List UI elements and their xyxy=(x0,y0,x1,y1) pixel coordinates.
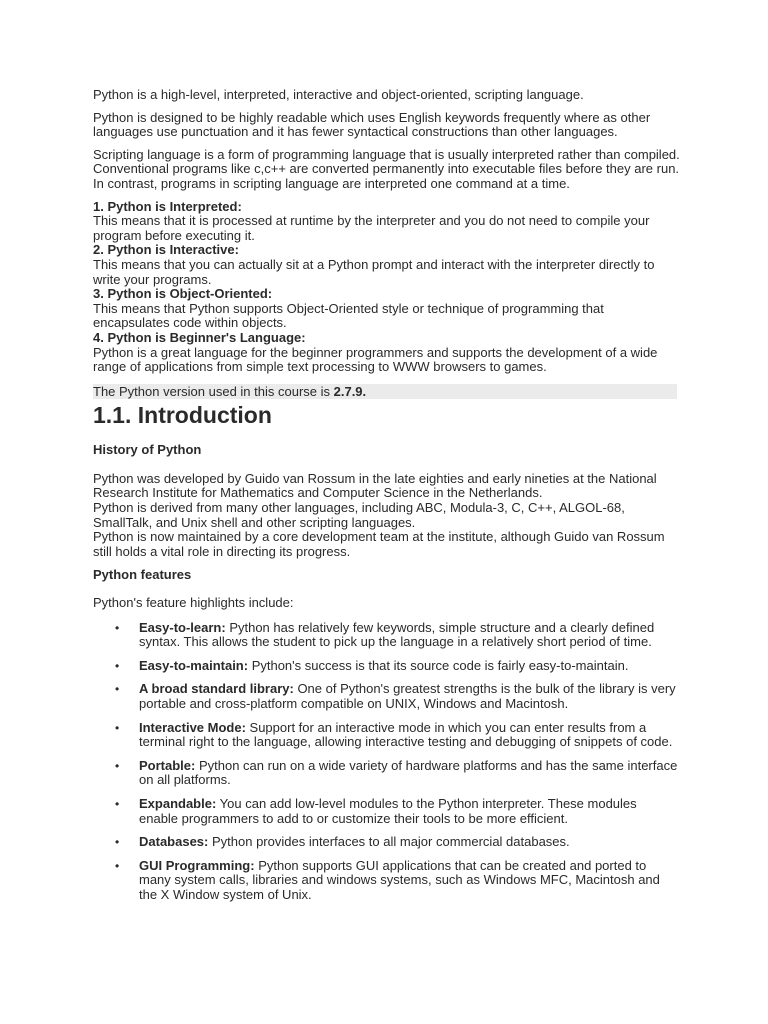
feature-text-object-oriented: This means that Python supports Object-Oriented style or technique of programming that encapsulates code within objects. xyxy=(93,300,604,331)
bullet-text: Python can run on a wide variety of hardware platforms and has the same interface on all platforms. xyxy=(139,757,678,788)
list-item xyxy=(93,859,679,903)
feature-text-interpreted: This means that it is processed at runtime by the interpreter and you do not need to compile your program before executing it. xyxy=(93,213,650,243)
bullet-label: Easy-to-learn: xyxy=(139,619,226,635)
bullet-icon: • xyxy=(115,758,120,773)
bullet-icon: • xyxy=(115,858,120,873)
bullet-text: Python supports GUI applications that can be created and ported to many system calls, libraries and windows systems, such as Windows MFC, Macintosh and the X Window system of Unix. xyxy=(139,857,660,902)
bullet-label: Expandable: xyxy=(139,795,217,811)
feature-title-object-oriented: 3. Python is Object-Oriented: xyxy=(93,286,273,302)
feature-title-beginners: 4. Python is Beginner's Language: xyxy=(93,329,306,345)
bullet-label: Easy-to-maintain: xyxy=(139,657,249,673)
bullet-icon: • xyxy=(115,620,120,635)
intro-paragraph-3: Scripting language is a form of programming language that is usually interpreted rather than compiled. Conventional programs like c,c++ are converted permanently into executable files before they are run. In contrast, programs in scripting language are interpreted one command at a time. xyxy=(93,146,680,191)
list-item xyxy=(93,621,679,650)
list-item xyxy=(93,835,679,850)
list-item xyxy=(93,721,679,750)
numbered-features xyxy=(93,200,683,375)
section-title: 1.1. Introduction xyxy=(93,402,272,429)
features-heading: Python features xyxy=(93,567,192,583)
history-line-1: Python was developed by Guido van Rossum in the late eighties and early nineties at the National Research Institute for Mathematics and Computer Science in the Netherlands. xyxy=(93,470,657,501)
bullet-icon: • xyxy=(115,658,120,673)
bullet-icon: • xyxy=(115,682,120,697)
intro-paragraph-2: Python is designed to be highly readable which uses English keywords frequently where as other languages use punctuation and it has fewer syntactical constructions than other languages. xyxy=(93,109,651,140)
document-page xyxy=(93,88,683,912)
bullet-icon: • xyxy=(115,720,120,735)
feature-bullet-list xyxy=(93,621,683,903)
bullet-text: Python has relatively few keywords, simple structure and a clearly defined syntax. This allows the student to pick up the language in a relatively short period of time. xyxy=(139,619,655,650)
bullet-label: Interactive Mode: xyxy=(139,719,246,735)
feature-text-beginners: Python is a great language for the beginner programmers and supports the development of a wide range of applications from simple text processing to WWW browsers to games. xyxy=(93,344,658,375)
bullet-text: One of Python's greatest strengths is the bulk of the library is very portable and cross-platform compatible on UNIX, Windows and Macintosh. xyxy=(139,681,676,711)
bullet-label: GUI Programming: xyxy=(139,857,255,873)
intro-paragraph-1: Python is a high-level, interpreted, interactive and object-oriented, scripting language. xyxy=(93,87,584,102)
bullet-label: A broad standard library: xyxy=(139,681,294,697)
bullet-icon: • xyxy=(115,796,120,811)
history-heading: History of Python xyxy=(93,442,202,458)
bullet-text: Python's success is that its source code is fairly easy-to-maintain. xyxy=(248,657,629,673)
bullet-icon: • xyxy=(115,835,120,850)
history-line-3: Python is now maintained by a core development team at the institute, although Guido van Rossum still holds a vital role in directing its progress. xyxy=(93,529,665,559)
bullet-label: Portable: xyxy=(139,757,196,773)
version-prefix: The Python version used in this course is xyxy=(93,383,334,399)
feature-title-interpreted: 1. Python is Interpreted: xyxy=(93,198,242,214)
bullet-label: Databases: xyxy=(139,834,209,850)
bullet-text: Python provides interfaces to all major commercial databases. xyxy=(208,834,570,850)
feature-text-interactive: This means that you can actually sit at a Python prompt and interact with the interpreter directly to write your programs. xyxy=(93,256,655,287)
highlights-intro: Python's feature highlights include: xyxy=(93,595,294,611)
version-note xyxy=(93,384,677,400)
list-item xyxy=(93,659,679,674)
list-item xyxy=(93,759,679,788)
bullet-text: Support for an interactive mode in which you can enter results from a terminal right to the language, allowing interactive testing and debugging of snippets of code. xyxy=(139,719,673,750)
list-item xyxy=(93,682,679,711)
list-item xyxy=(93,797,679,826)
history-line-2: Python is derived from many other languages, including ABC, Modula-3, C, C++, ALGOL-68, SmallTalk, and Unix shell and other scripting languages. xyxy=(93,500,625,530)
history-text xyxy=(93,472,683,560)
bullet-text: You can add low-level modules to the Python interpreter. These modules enable programmers to add to or customize their tools to be more efficient. xyxy=(139,795,637,826)
feature-title-interactive: 2. Python is Interactive: xyxy=(93,242,239,258)
version-number: 2.7.9. xyxy=(333,383,367,399)
